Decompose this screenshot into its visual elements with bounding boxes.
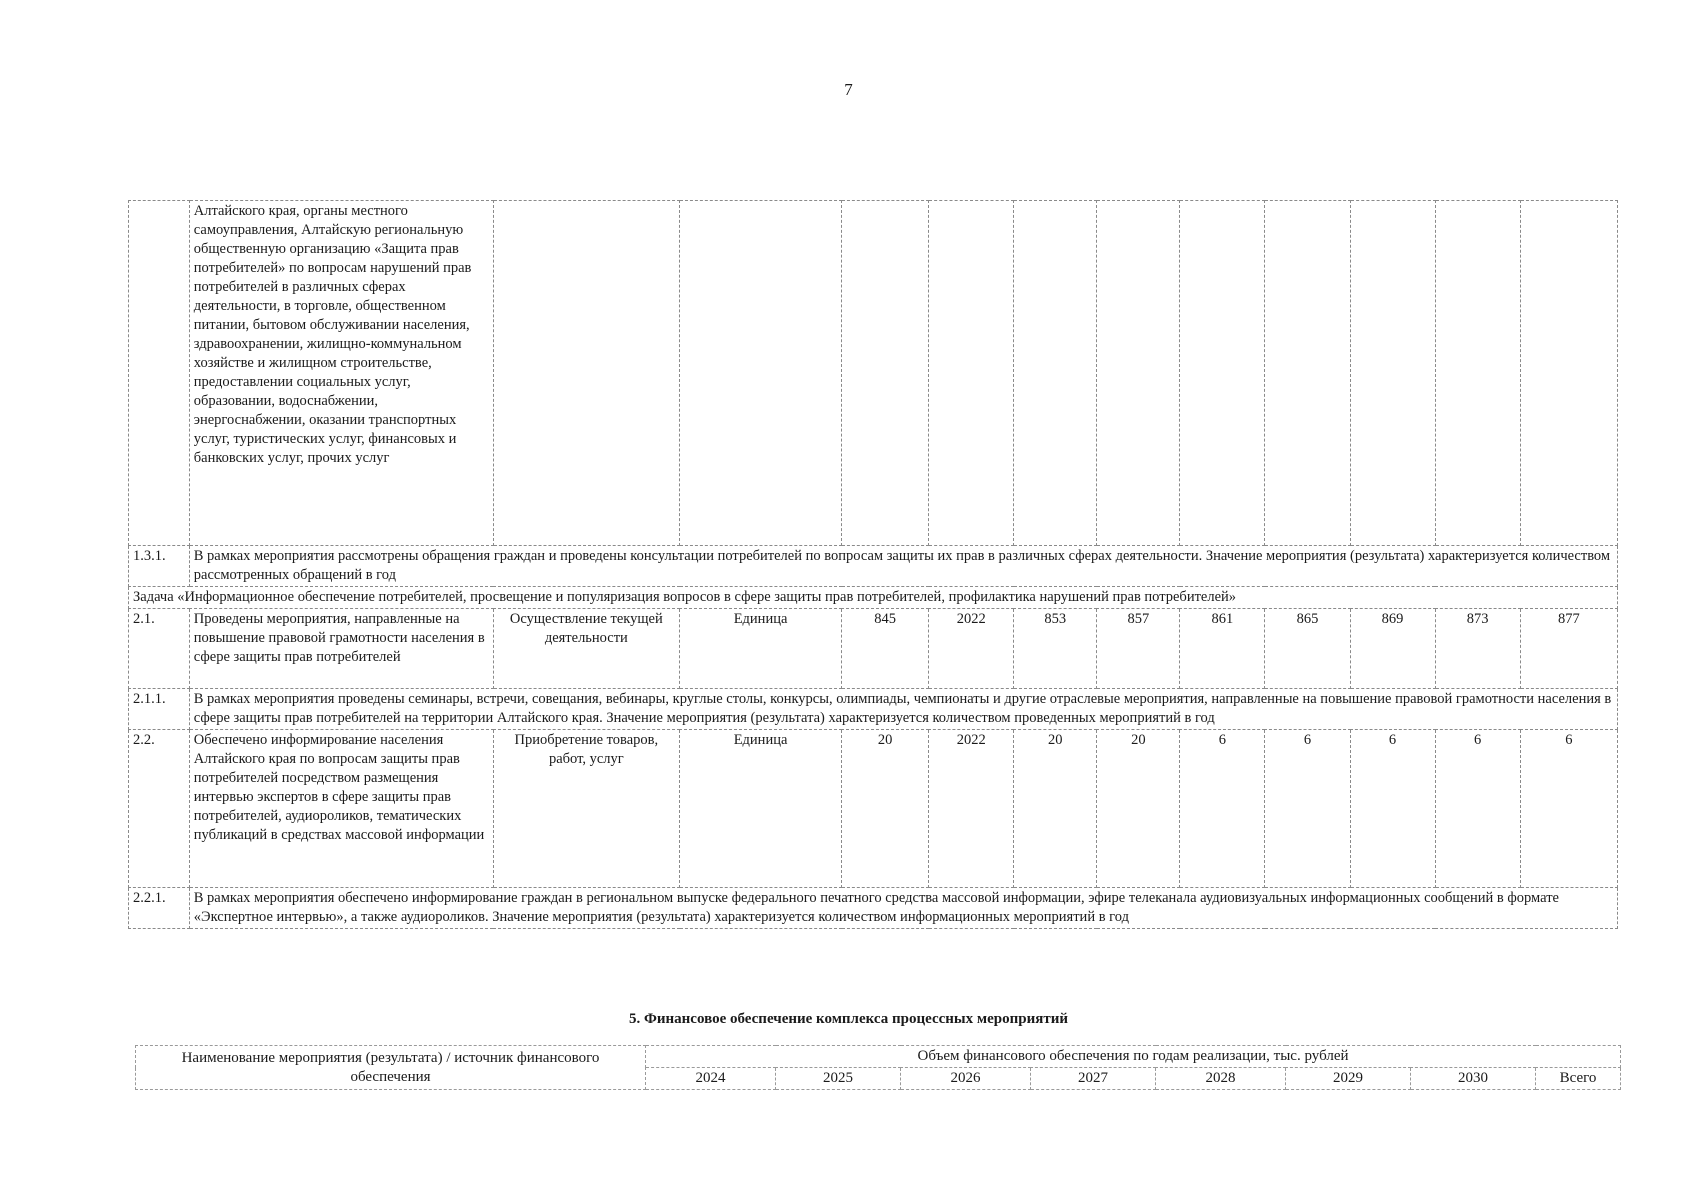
measure-row [129, 609, 1618, 689]
description-row [129, 888, 1618, 929]
measure-name: Обеспечено информирование населения Алтайского края по вопросам защиты прав потребителей посредством размещения интервью экспертов в сфере защиты прав потребителей, аудиороликов, тематических публикаций в средствах массовой информации [189, 730, 493, 888]
description-row [129, 546, 1618, 587]
measures-table [128, 200, 1618, 929]
value-2029: 6 [1435, 730, 1520, 888]
task-row [129, 587, 1618, 609]
name-source-header: Наименование мероприятия (результата) / источник финансового обеспечения [136, 1046, 646, 1090]
year-header: 2026 [901, 1068, 1031, 1090]
year-header: 2028 [1156, 1068, 1286, 1090]
measure-description: В рамках мероприятия проведены семинары, встречи, совещания, вебинары, круглые столы, конкурсы, олимпиады, чемпионаты и другие отраслевые мероприятия, направленные на повышение правовой грамотности населения в сфере защиты прав потребителей на территории Алтайского края. Значение мероприятия (результата) характеризуется количеством проведенных мероприятий в год [189, 689, 1617, 730]
total-header: Всего [1536, 1068, 1621, 1090]
section-title: 5. Финансовое обеспечение комплекса процессных мероприятий [629, 1011, 1068, 1027]
row-number: 2.2.1. [129, 888, 190, 929]
base-year: 2022 [929, 730, 1014, 888]
measure-description: В рамках мероприятия рассмотрены обращения граждан и проведены консультации потребителей по вопросам защиты их прав в различных сферах деятельности. Значение мероприятия (результата) характеризуется количеством рассмотренных обращений в год [189, 546, 1617, 587]
value-2030: 877 [1520, 609, 1617, 689]
value-2026: 6 [1180, 730, 1265, 888]
measure-type: Приобретение товаров, работ, услуг [493, 730, 679, 888]
unit: Единица [680, 730, 842, 888]
volume-header: Объем финансового обеспечения по годам реализации, тыс. рублей [646, 1046, 1621, 1068]
row-number: 2.1. [129, 609, 190, 689]
year-header: 2027 [1031, 1068, 1156, 1090]
task-title: Задача «Информационное обеспечение потребителей, просвещение и популяризация вопросов в сфере защиты прав потребителей, профилактика нарушений прав потребителей» [129, 587, 1618, 609]
measure-name: Проведены мероприятия, направленные на повышение правовой грамотности населения в сфере защиты прав потребителей [189, 609, 493, 689]
value-2030: 6 [1520, 730, 1617, 888]
value-2027: 6 [1265, 730, 1350, 888]
unit: Единица [680, 609, 842, 689]
value-2024: 20 [1014, 730, 1097, 888]
year-header: 2024 [646, 1068, 776, 1090]
value-2024: 853 [1014, 609, 1097, 689]
page-number: 7 [844, 80, 853, 99]
continuation-row [129, 201, 1618, 546]
row-number: 2.1.1. [129, 689, 190, 730]
value-2029: 873 [1435, 609, 1520, 689]
year-header: 2029 [1286, 1068, 1411, 1090]
row-number [129, 201, 190, 546]
value-2028: 6 [1350, 730, 1435, 888]
row-number: 2.2. [129, 730, 190, 888]
measure-name: Алтайского края, органы местного самоуправления, Алтайскую региональную общественную организацию «Защита прав потребителей» по вопросам нарушений прав потребителей в различных сферах деятельности, в торговле, общественном питании, бытовом обслуживании населения, здравоохранении, жилищно-коммунальном хозяйстве и жилищном строительстве, предоставлении социальных услуг, образовании, водоснабжении, энергоснабжении, оказании транспортных услуг, туристических услуг, финансовых и банковских услуг, прочих услуг [189, 201, 493, 546]
measure-type: Осуществление текущей деятельности [493, 609, 679, 689]
year-header: 2025 [776, 1068, 901, 1090]
value-2025: 20 [1097, 730, 1180, 888]
value-2025: 857 [1097, 609, 1180, 689]
row-number: 1.3.1. [129, 546, 190, 587]
financing-header-row [136, 1046, 1621, 1068]
measure-description: В рамках мероприятия обеспечено информирование граждан в региональном выпуске федерального печатного средства массовой информации, эфире телеканала аудиовизуальных информационных сообщений в формате «Экспертное интервью», а также аудиороликов. Значение мероприятия (результата) характеризуется количеством информационных мероприятий в год [189, 888, 1617, 929]
base-value: 845 [842, 609, 929, 689]
description-row [129, 689, 1618, 730]
base-year: 2022 [929, 609, 1014, 689]
base-value: 20 [842, 730, 929, 888]
value-2027: 865 [1265, 609, 1350, 689]
year-header: 2030 [1411, 1068, 1536, 1090]
value-2026: 861 [1180, 609, 1265, 689]
financing-table [135, 1045, 1621, 1090]
measure-row [129, 730, 1618, 888]
value-2028: 869 [1350, 609, 1435, 689]
